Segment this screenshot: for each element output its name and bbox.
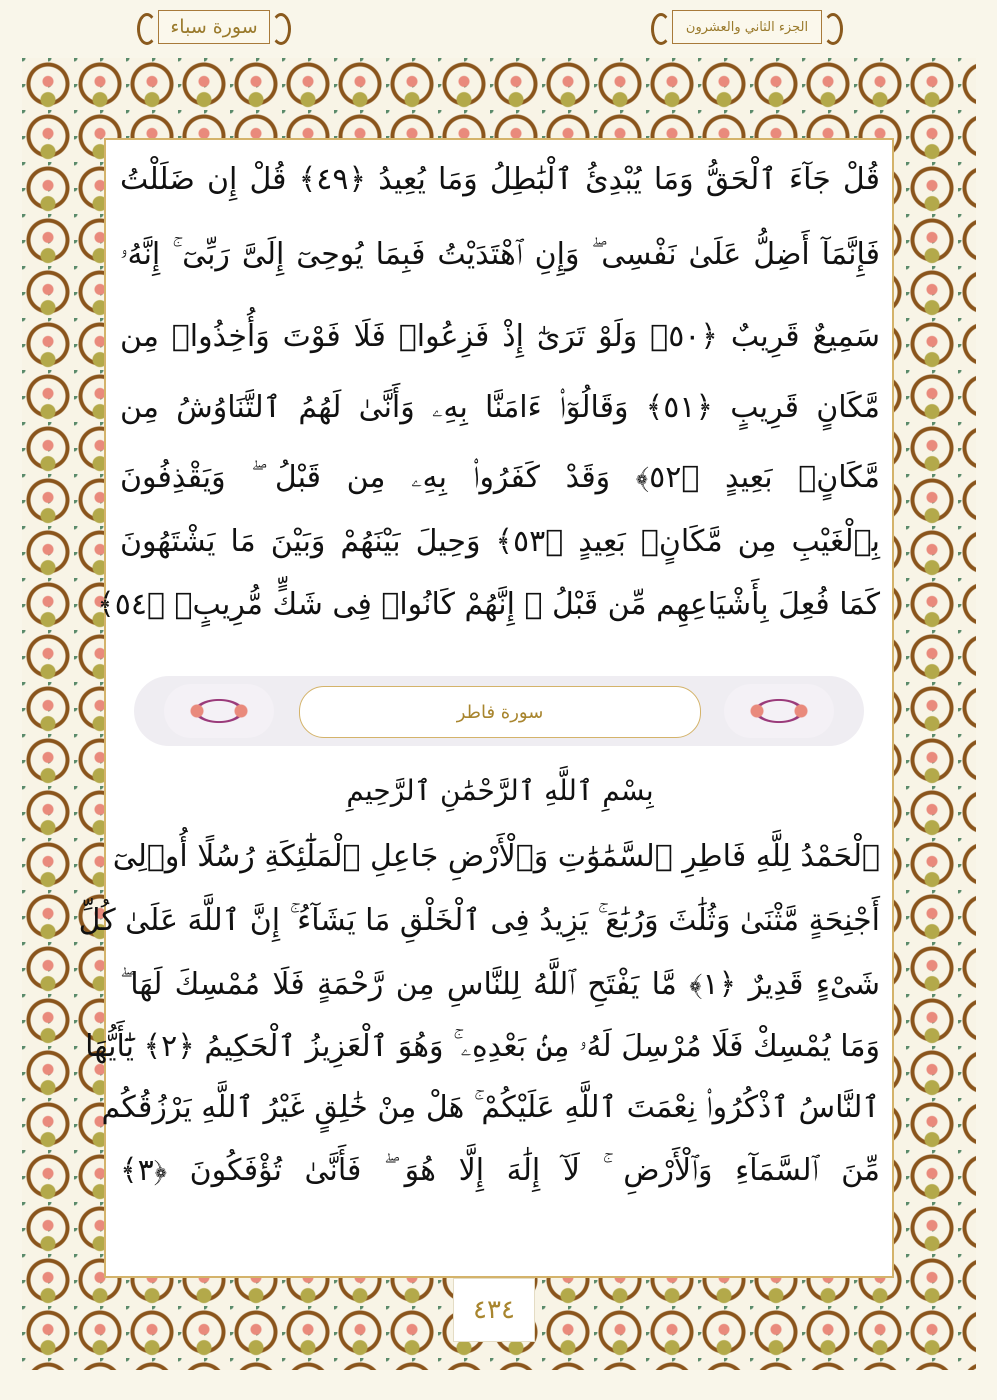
verse-line: بِٱلْغَيْبِ مِن مَّكَانٍۭ بَعِيدٍ ﴿٥٣﴾ وَحِيلَ بَيْنَهُمْ وَبَيْنَ مَا يَشْتَهُونَ xyxy=(120,524,880,559)
juz-label: الجزء الثاني والعشرون xyxy=(672,10,822,44)
verse-line: مَّكَانٍۭ بَعِيدٍ ﴿٥٢﴾ وَقَدْ كَفَرُوا۟ بِهِۦ مِن قَبْلُ ۖ وَيَقْذِفُونَ xyxy=(120,460,881,495)
verse-line: ٱلنَّاسُ ٱذْكُرُوا۟ نِعْمَتَ ٱللَّهِ عَلَيْكُمْ ۚ هَلْ مِنْ خَٰلِقٍ غَيْرُ ٱللَّهِ يَرْزُقُكُم xyxy=(101,1090,880,1125)
verse-line: ٱلْحَمْدُ لِلَّهِ فَاطِرِ ٱلسَّمَٰوَٰتِ وَٱلْأَرْضِ جَاعِلِ ٱلْمَلَٰٓئِكَةِ رُسُلًا أُو۟لِىٓ xyxy=(112,839,880,874)
verse-line: مَّكَانٍ قَرِيبٍ ﴿٥١﴾ وَقَالُوٓا۟ ءَامَنَّا بِهِۦ وَأَنَّىٰ لَهُمُ ٱلتَّنَاوُشُ مِن xyxy=(120,390,880,425)
verse-line: وَمَا يُمْسِكْ فَلَا مُرْسِلَ لَهُۥ مِنۢ بَعْدِهِۦ ۚ وَهُوَ ٱلْعَزِيزُ ٱلْحَكِيمُ ﴿٢﴾ يَٰٓأَيُّهَا xyxy=(85,1029,880,1064)
surah-name-label: سورة سباء xyxy=(158,10,270,44)
ornament-icon xyxy=(164,684,274,738)
verse-line: فَإِنَّمَآ أَضِلُّ عَلَىٰ نَفْسِى ۖ وَإِنِ ٱهْتَدَيْتُ فَبِمَا يُوحِىٓ إِلَىَّ رَبِّىٓ ۚ إِنَّهُۥ xyxy=(120,237,880,272)
page-number: ٤٣٤ xyxy=(453,1278,535,1342)
surah-banner xyxy=(134,676,864,746)
surah-title: سورة فاطر xyxy=(299,686,701,738)
verse-line: سَمِيعٌ قَرِيبٌ ﴿٥٠﴾ وَلَوْ تَرَىٰٓ إِذْ فَزِعُوا۟ فَلَا فَوْتَ وَأُخِذُوا۟ مِن xyxy=(120,319,880,354)
verse-line: شَىْءٍ قَدِيرٌ ﴿١﴾ مَّا يَفْتَحِ ٱللَّهُ لِلنَّاسِ مِن رَّحْمَةٍ فَلَا مُمْسِكَ لَهَا ۖ xyxy=(120,967,881,1002)
verse-line: أَجْنِحَةٍ مَّثْنَىٰ وَثُلَٰثَ وَرُبَٰعَ ۚ يَزِيدُ فِى ٱلْخَلْقِ مَا يَشَآءُ ۚ إِنَّ ٱللَّهَ عَلَىٰ كُلِّ xyxy=(78,903,880,938)
basmala: بِسْمِ ٱللَّهِ ٱلرَّحْمَٰنِ ٱلرَّحِيمِ xyxy=(346,774,654,807)
verse-line: قُلْ جَآءَ ٱلْحَقُّ وَمَا يُبْدِئُ ٱلْبَٰطِلُ وَمَا يُعِيدُ ﴿٤٩﴾ قُلْ إِن ضَلَلْتُ xyxy=(120,162,880,197)
ornament-icon xyxy=(724,684,834,738)
verse-line: مِّنَ ٱلسَّمَآءِ وَٱلْأَرْضِ ۚ لَآ إِلَٰهَ إِلَّا هُوَ ۖ فَأَنَّىٰ تُؤْفَكُونَ ﴿٣﴾ xyxy=(120,1153,880,1188)
verse-line: كَمَا فُعِلَ بِأَشْيَاعِهِم مِّن قَبْلُ ۚ إِنَّهُمْ كَانُوا۟ فِى شَكٍّ مُّرِيبٍۭ ﴿٥٤﴾ xyxy=(97,587,880,622)
